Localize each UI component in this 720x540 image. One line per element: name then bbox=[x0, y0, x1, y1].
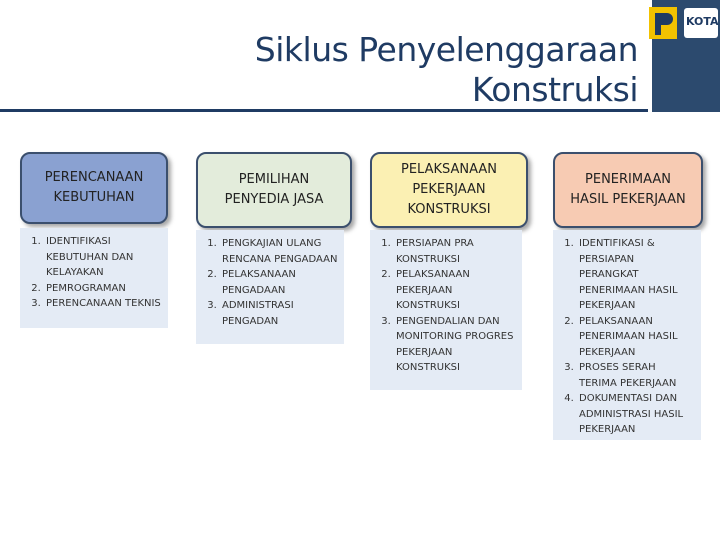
logo-area bbox=[644, 2, 720, 44]
list-item: 1. IDENTIFIKASI & PERSIAPAN PERANGKAT PENERIMAAN HASIL PEKERJAAN bbox=[577, 236, 695, 314]
page-title bbox=[158, 30, 638, 110]
stage-list-2 bbox=[196, 236, 338, 329]
stage-heading-3-text: PELAKSANAAN PEKERJAAN KONSTRUKSI bbox=[401, 162, 497, 217]
stage-body-4 bbox=[553, 230, 701, 440]
stage-heading-4 bbox=[553, 152, 703, 228]
list-item: 4. DOKUMENTASI DAN ADMINISTRASI HASIL PEKERJAAN bbox=[577, 391, 695, 438]
stage-heading-2 bbox=[196, 152, 352, 228]
title-line-1: Siklus Penyelenggaraan bbox=[254, 30, 638, 69]
list-item: 2. PELAKSANAAN PENGADAAN bbox=[220, 267, 338, 298]
stage-heading-4-text: PENERIMAAN HASIL PEKERJAAN bbox=[570, 172, 686, 207]
stage-list-3 bbox=[370, 236, 516, 376]
list-item: 3. ADMINISTRASI PENGADAN bbox=[220, 298, 338, 329]
list-item: 1. PENGKAJIAN ULANG RENCANA PENGADAAN bbox=[220, 236, 338, 267]
title-divider bbox=[0, 109, 648, 112]
stage-heading-3 bbox=[370, 152, 528, 228]
list-item: 1. PERSIAPAN PRA KONSTRUKSI bbox=[394, 236, 516, 267]
list-item: 2. PELAKSANAAN PENERIMAAN HASIL PEKERJAAN bbox=[577, 314, 695, 361]
stage-list-1 bbox=[20, 234, 162, 312]
list-item: 2. PELAKSANAAN PEKERJAAN KONSTRUKSI bbox=[394, 267, 516, 314]
kota-logo-text: KOTA bbox=[686, 15, 719, 28]
stage-heading-2-text: PEMILIHAN PENYEDIA JASA bbox=[224, 172, 324, 207]
list-item: 2. PEMROGRAMAN bbox=[44, 281, 162, 297]
list-item: 1. IDENTIFIKASI KEBUTUHAN DAN KELAYAKAN bbox=[44, 234, 162, 281]
list-item: 3. PENGENDALIAN DAN MONITORING PROGRES PEKERJAAN KONSTRUKSI bbox=[394, 314, 516, 376]
title-line-2: Konstruksi bbox=[471, 70, 638, 109]
stage-body-1 bbox=[20, 228, 168, 328]
stage-list-4 bbox=[553, 236, 695, 438]
kota-logo bbox=[684, 8, 718, 38]
stage-heading-1-text: PERENCANAAN KEBUTUHAN bbox=[44, 170, 144, 205]
stage-heading-1 bbox=[20, 152, 168, 224]
stage-body-3 bbox=[370, 230, 522, 390]
list-item: 3. PROSES SERAH TERIMA PEKERJAAN bbox=[577, 360, 695, 391]
list-item: 3. PERENCANAAN TEKNIS bbox=[44, 296, 162, 312]
stage-body-2 bbox=[196, 230, 344, 344]
ministry-logo-icon bbox=[647, 5, 679, 41]
